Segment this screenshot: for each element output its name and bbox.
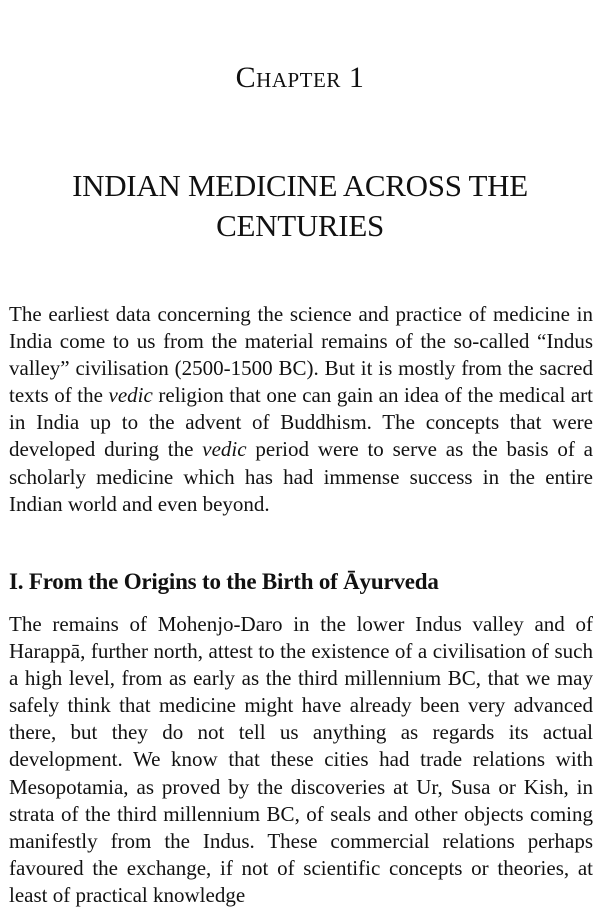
- intro-text-2: religion that one can gain an idea of the medical art in India up to the advent of Buddhism. The concepts that were developed during the: [9, 383, 594, 462]
- intro-text-3: period were to serve as the basis of a scholarly medicine which has had immense success in the entire Indian world and even beyond.: [9, 437, 593, 516]
- chapter-title: INDIAN MEDICINE ACROSS THE CENTURIES: [72, 168, 528, 243]
- chapter-label: [0, 58, 600, 98]
- intro-paragraph: [9, 301, 593, 518]
- chapter-label-text: Chapter 1: [235, 61, 365, 94]
- intro-text-1: The earliest data concerning the science and practice of medicine in India come to us from the material remains of the so-called “Indus valley” civilisation (2500-1500 BC). But it is mostly from the sacred texts of the: [9, 302, 593, 408]
- section-heading: I. From the Origins to the Birth of Āyurveda: [9, 569, 439, 594]
- intro-italic-1: vedic: [108, 383, 153, 408]
- section-paragraph: The remains of Mohenjo-Daro in the lower Indus valley and of Harappā, further north, attest to the existence of a civilisation of such a high level, from as early as the third millennium BC, that we may safely think that medicine might have already been very advanced there, but they do not tell us anything as regards its actual development. We know that these cities had trade relations with Mesopotamia, as proved by the discoveries at Ur, Susa or Kish, in strata of the third millennium BC, of seals and other objects coming manifestly from the Indus. These commercial relations perhaps favoured the exchange, if not of scientific concepts or theories, at least of practical knowledge: [9, 612, 593, 907]
- intro-italic-2: vedic: [202, 437, 247, 462]
